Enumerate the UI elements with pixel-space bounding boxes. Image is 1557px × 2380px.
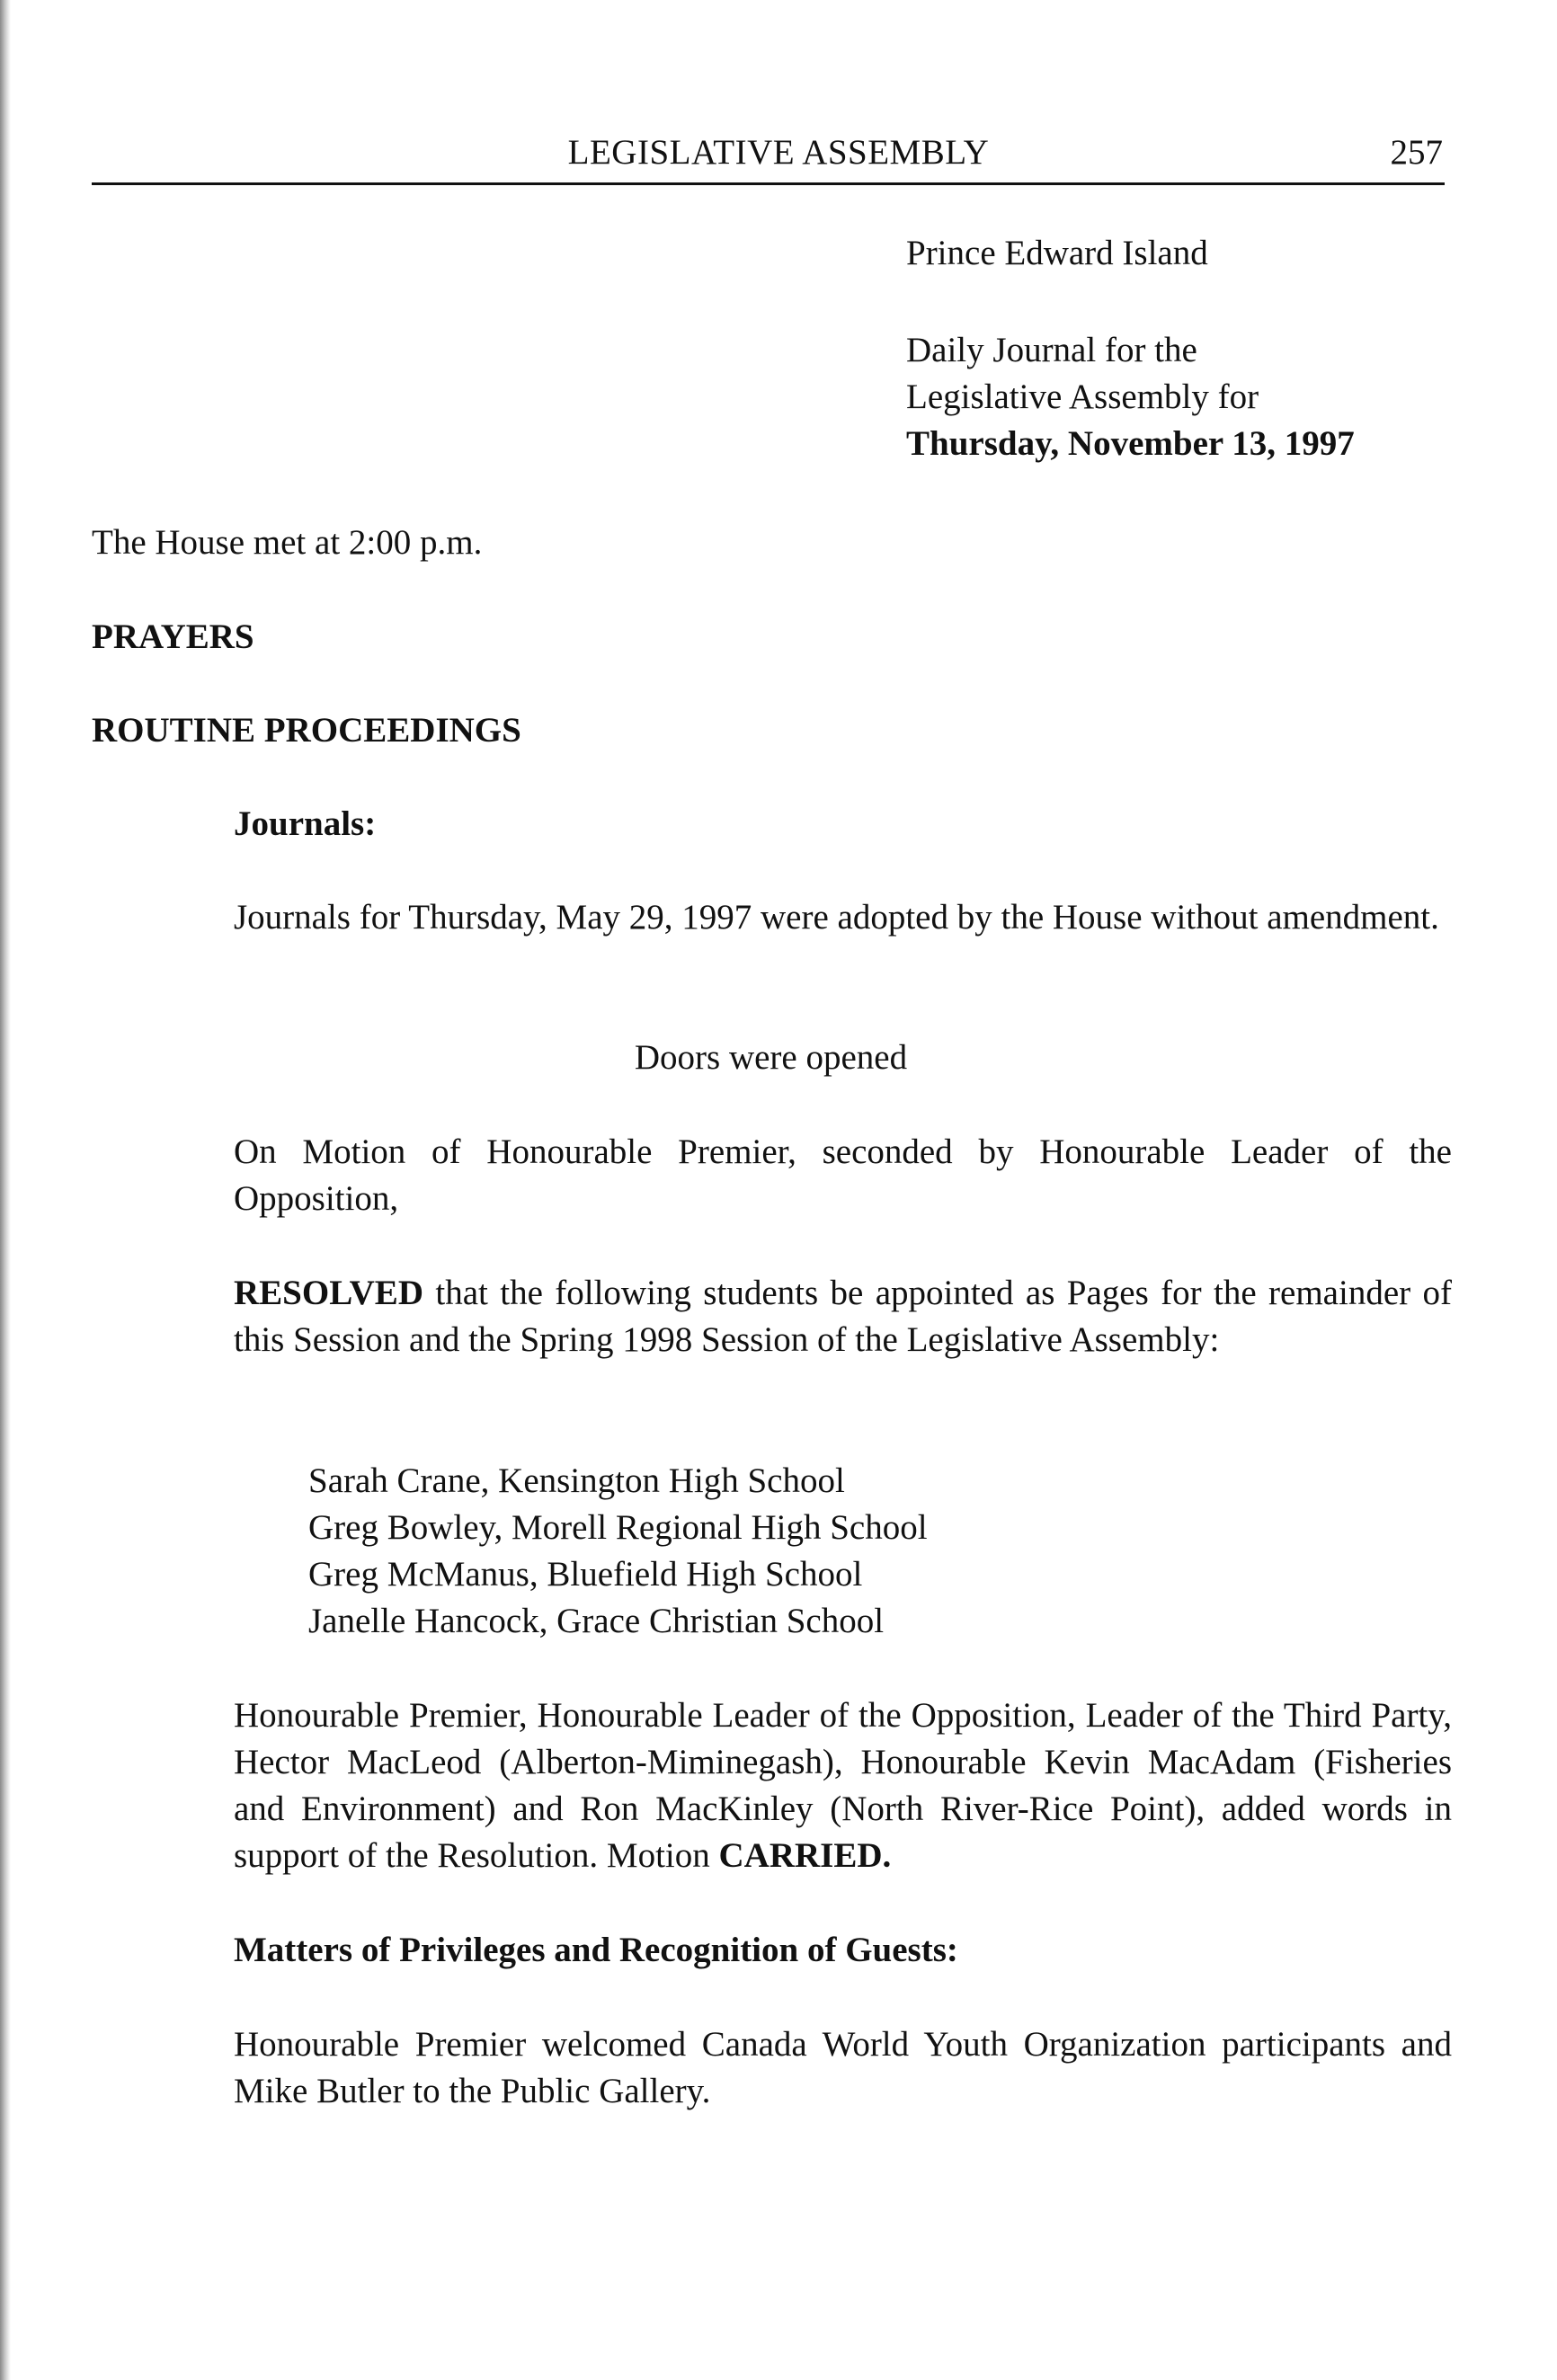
running-header: LEGISLATIVE ASSEMBLY [567, 133, 990, 172]
journal-title-line1: Daily Journal for the [906, 331, 1197, 369]
province-name: Prince Edward Island [906, 234, 1208, 272]
motion-paragraph: On Motion of Honourable Premier, seconded by Honourable Leader of the Opposition, [234, 1132, 1452, 1218]
list-item: Greg Bowley, Morell Regional High School [308, 1508, 928, 1547]
journals-paragraph: Journals for Thursday, May 29, 1997 were adopted by the House without amendment. [234, 898, 1439, 937]
support-text: Honourable Premier, Honourable Leader of the Opposition, Leader of the Third Party, Hector MacLeod (Alberton-Miminegash), Honourable Kevin MacAdam (Fisheries and Environment) and Ron MacKinley (North River-Rice Point), added words in support of the Resolution. Motion [234, 1696, 1452, 1875]
opening-time: The House met at 2:00 p.m. [92, 523, 483, 562]
privileges-paragraph: Honourable Premier welcomed Canada World Youth Organization participants and Mike Butler to the Public Gallery. [234, 2025, 1452, 2110]
pages-list [308, 1458, 1117, 1645]
prayers-heading: PRAYERS [92, 617, 254, 656]
doors-opened: Doors were opened [634, 1038, 908, 1077]
privileges-heading: Matters of Privileges and Recognition of Guests: [234, 1931, 958, 1969]
journal-title-line2: Legislative Assembly for [906, 377, 1259, 416]
routine-proceedings-heading: ROUTINE PROCEEDINGS [92, 711, 521, 750]
resolution-text: that the following students be appointed as Pages for the remainder of this Session and the Spring 1998 Session of the Legislative Assembly: [234, 1274, 1452, 1359]
list-item: Janelle Hancock, Grace Christian School [308, 1602, 885, 1640]
carried-keyword: CARRIED. [718, 1836, 892, 1875]
header-rule [92, 182, 1445, 185]
support-paragraph [234, 1692, 1452, 1879]
list-item: Sarah Crane, Kensington High School [308, 1461, 845, 1500]
list-item: Greg McManus, Bluefield High School [308, 1555, 863, 1594]
journals-heading: Journals: [234, 804, 377, 843]
journal-date: Thursday, November 13, 1997 [906, 424, 1355, 463]
resolution-paragraph [234, 1270, 1452, 1363]
resolved-keyword: RESOLVED [234, 1274, 423, 1312]
page-number: 257 [1390, 133, 1443, 172]
